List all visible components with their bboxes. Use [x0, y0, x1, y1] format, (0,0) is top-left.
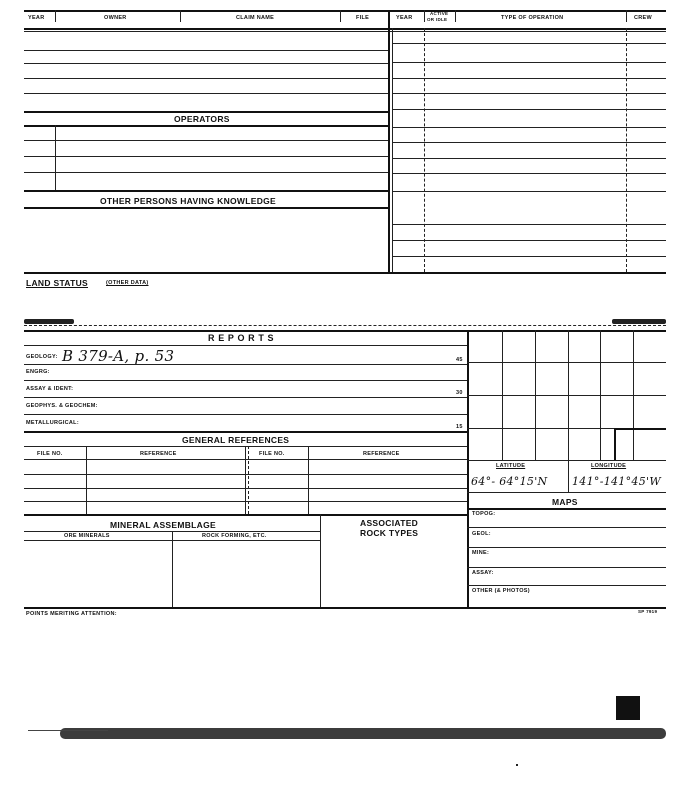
scale-45: 45	[456, 357, 463, 363]
ore-minerals-label: ORE MINERALS	[64, 533, 110, 539]
latitude-value: 64°- 64°15'N	[471, 475, 548, 488]
points-meriting-attention: POINTS MERITING ATTENTION:	[26, 611, 117, 617]
other-persons-heading: OTHER PERSONS HAVING KNOWLEDGE	[100, 196, 277, 206]
header-crew: CREW	[634, 15, 653, 21]
ref-reference-2: REFERENCE	[363, 451, 400, 457]
scan-square-mark	[616, 696, 640, 720]
geology-label: GEOLOGY:	[26, 354, 58, 360]
operators-heading: OPERATORS	[174, 114, 230, 124]
metallurgical-label: METALLURGICAL:	[26, 420, 79, 426]
scale-30: 30	[456, 390, 463, 396]
general-references-heading: GENERAL REFERENCES	[182, 435, 290, 445]
header-type-of-operation: TYPE OF OPERATION	[501, 15, 564, 21]
associated-rock-types-2: ROCK TYPES	[360, 528, 419, 538]
reports-heading: R E P O R T S	[208, 333, 275, 343]
maps-assay: ASSAY:	[472, 570, 494, 576]
geophys-label: GEOPHYS. & GEOCHEM:	[26, 403, 98, 409]
ref-file-no-1: FILE NO.	[37, 451, 63, 457]
assay-ident-label: ASSAY & IDENT:	[26, 386, 74, 392]
scale-15: 15	[456, 424, 463, 430]
header-active-1: ACTIVE	[430, 11, 449, 16]
land-status-heading: LAND STATUS	[26, 278, 89, 288]
header-year-2: YEAR	[396, 15, 413, 21]
latitude-label: LATITUDE	[496, 463, 526, 469]
header-claim-name: CLAIM NAME	[236, 15, 275, 21]
maps-geol: GEOL:	[472, 531, 491, 537]
header-file: FILE	[356, 15, 370, 21]
form-code: SP 7919	[638, 609, 658, 614]
ref-file-no-2: FILE NO.	[259, 451, 285, 457]
maps-topog: TOPOG:	[472, 511, 496, 517]
ref-reference-1: REFERENCE	[140, 451, 177, 457]
associated-rock-types-1: ASSOCIATED	[360, 518, 419, 528]
header-active-2: OR IDLE	[427, 17, 448, 22]
maps-heading: MAPS	[552, 497, 578, 507]
maps-mine: MINE:	[472, 550, 490, 556]
header-year: YEAR	[28, 15, 45, 21]
geology-value: B 379-A, p. 53	[62, 347, 175, 365]
scan-smudge-bottom	[60, 728, 666, 739]
maps-other: OTHER (& PHOTOS)	[472, 588, 530, 594]
mineral-assemblage-heading: MINERAL ASSEMBLAGE	[110, 520, 216, 530]
longitude-value: 141°-141°45'W	[572, 475, 661, 488]
scan-speck	[516, 764, 518, 766]
scan-mark-right	[612, 319, 666, 324]
land-status-sub: (OTHER DATA)	[106, 280, 149, 286]
header-owner: OWNER	[104, 15, 127, 21]
engrg-label: ENGRG:	[26, 369, 50, 375]
scan-mark-left	[24, 319, 74, 324]
rock-forming-label: ROCK FORMING, ETC.	[202, 533, 267, 539]
longitude-label: LONGITUDE	[591, 463, 627, 469]
